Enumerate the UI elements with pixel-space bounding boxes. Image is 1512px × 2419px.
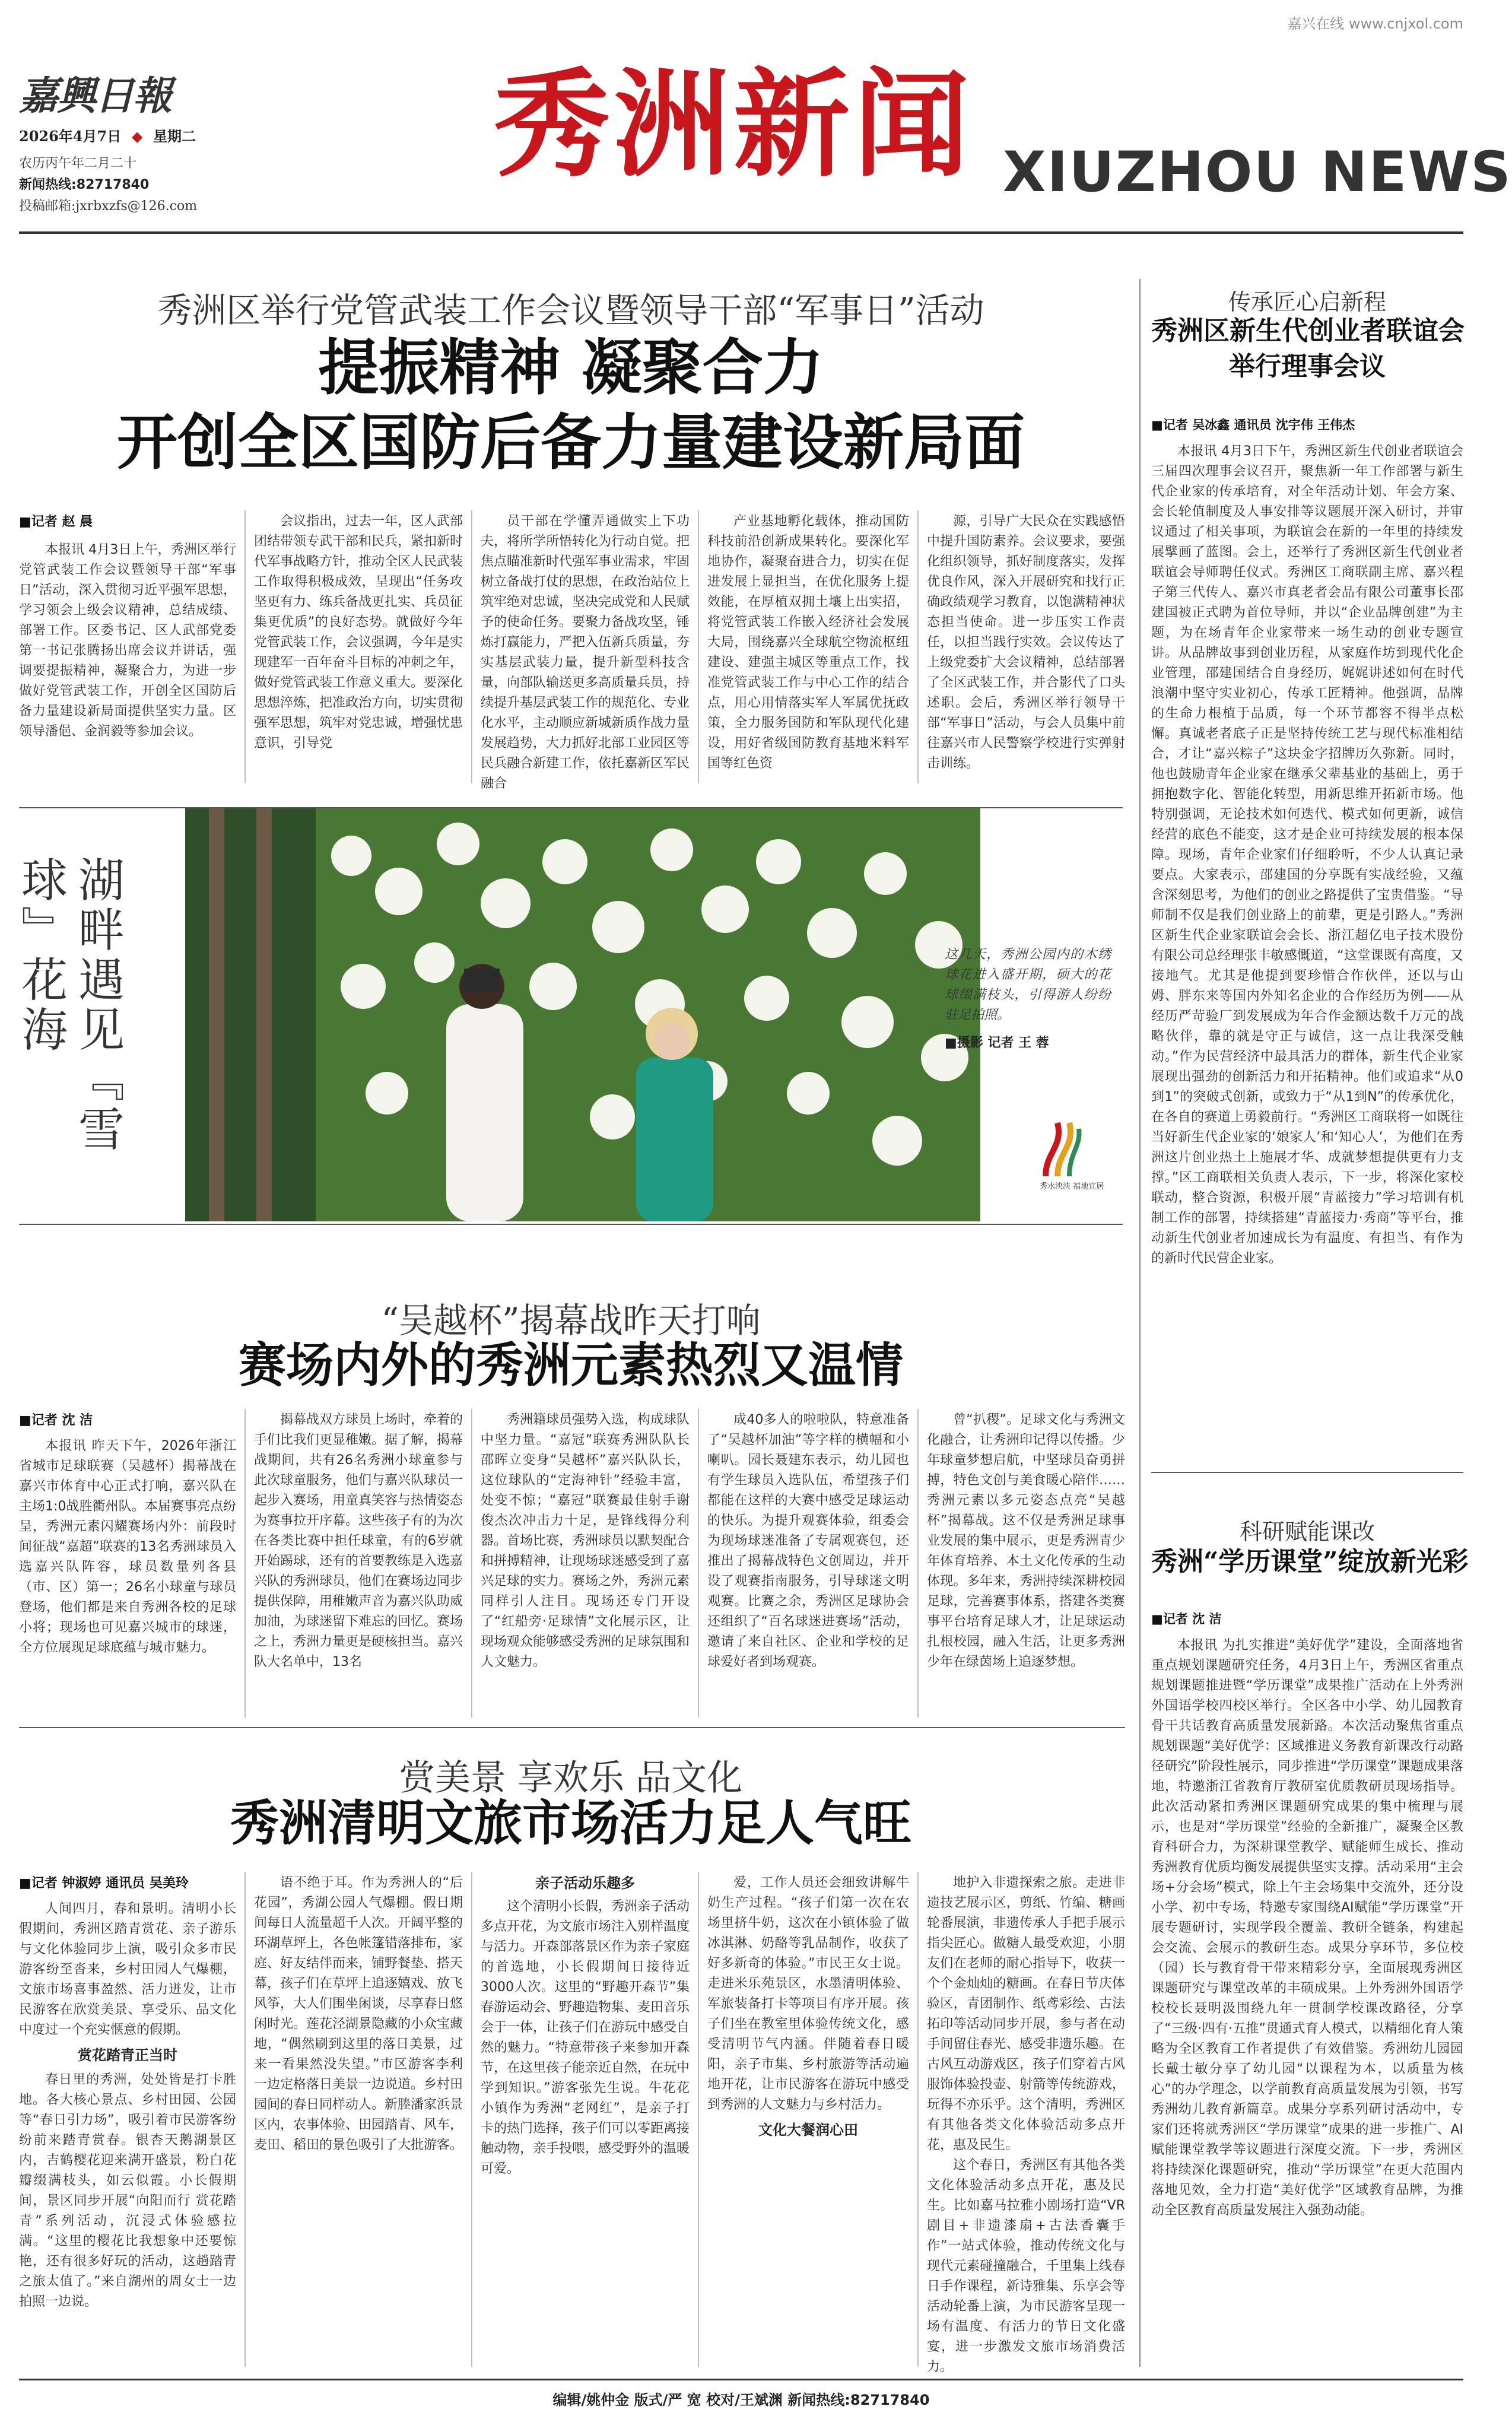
photo-credit: ■摄影 记者 王 蓉 (945, 1036, 1049, 1050)
divider (917, 1409, 919, 1718)
sidebar-divider (1139, 279, 1141, 2367)
side2-headline: 秀洲“学历课堂”绽放新光彩 (1151, 1547, 1469, 1577)
issue-weekday: 星期二 (153, 128, 196, 145)
newspaper-logo: 嘉興日報 (19, 72, 171, 119)
diamond-icon: ◆ (131, 128, 143, 145)
divider (917, 1872, 919, 2367)
footer-rule (19, 2379, 1463, 2380)
divider (698, 510, 699, 783)
submit-email[interactable]: 投稿邮箱:jxrbxzfs@126.com (19, 199, 198, 214)
section-rule (19, 1727, 1125, 1728)
story3-reporter: ■记者 钟淑婷 通讯员 吴美玲 (19, 1876, 189, 1891)
story1-reporter: ■记者 赵 晨 (19, 515, 93, 529)
story3-subhead-2: 亲子活动乐趣多 (535, 1875, 635, 1891)
side1-headline-2: 举行理事会议 (1229, 351, 1386, 382)
section-title: 秀洲新闻 (494, 56, 974, 193)
masthead-date-row (19, 125, 196, 145)
masthead-rule (19, 231, 1463, 234)
side1-body: 本报讯 4月3日下午，秀洲区新生代创业者联谊会三届四次理事会议召开，聚焦新一年工作部署与新生代企业家的传承培育，对全年活动计划、年会方案、会长轮值制度及人事安排等议题展开深入研讨，并审议通过了相关事项，为联谊会在新的一年里的持续发展擘画了蓝图。会上，还举行了秀洲区新生代创业者联谊会导师聘任仪式。秀洲区工商联副主席、嘉兴程子第三代传人、嘉兴市真老者会品有限公司董事长邵建国被正式聘为首位导师，并以“企业品牌创建”为主题，为在场青年企业家带来一场生动的创业专题宣讲。从品牌故事到创业历程，从家庭作坊到现代化企业管理，邵建国结合自身经历，娓娓讲述如何在时代浪潮中坚守实业初心，传承工匠精神。他强调，品牌的生命力根植于品质，每一个环节都容不得半点松懈。真诚老者底子正是坚持传统工艺与现代标准相结合，才让“嘉兴粽子”这块金字招牌历久弥新。同时，他也鼓励青年企业家在继承父辈基业的基础上，勇于拥抱数字化、智能化转型，用新思维开拓新市场。他特别强调，无论技术如何迭代、模式如何更新，诚信经营的底色不能变，这才是企业可持续发展的根本保障。现场，青年企业家们仔细聆听，不少人认真记录要点。大家表示，邵建国的分享既有实战经验，又蕴含深刻思考，为他们的创业之路提供了宝贵借鉴。“导师制不仅是我们创业路上的前辈，更是引路人。”秀洲区新生代企业家联谊会会长、浙江超亿电子技术股份有限公司总经理张丰敏感慨道，“这堂课既有高度，又接地气。尤其是他提到要珍惜合作伙伴，还以与山姆、胖东来等国内外知名企业的合作经历为例——从经历严苛验厂到发展成为年合作金额达数千万元的战略伙伴，靠的就是守正与诚信，这一点让我深受触动。”作为民营经济中最具活力的群体，新生代企业家展现出强劲的创新活力和开拓精神。他们或追求“从0到1”的突破式创新，或致力于“从1到N”的传承优化，在各自的赛道上勇毅前行。“秀洲区工商联将一如既往当好新生代企业家的‘娘家人’和‘知心人’，为他们在秀洲这片创业热土上施展才华、成就梦想提供更有力支撑。”区工商联相关负责人表示，下一步，将深化家校联动，整合资源，积极开展“青蓝接力”学习培训有机制工作的部署，持续搭建“青蓝接力·秀商”等平台，推动新生代创业者加速成长为有温度、有担当、有作为的新时代民营企业家。 (1151, 444, 1463, 1266)
city-logo-label: 秀水泱泱 福地宜居 (1040, 1182, 1104, 1191)
story2-column-4: 成40多人的啦啦队，特意准备了“吴越杯加油”等字样的横幅和小喇叭。园长聂建东表示，幼儿园也有学生球员入选队伍，希望孩子们都能在这样的大赛中感受足球运动的快乐。为提升观赛体验，组委会为现场球迷准备了专属观赛包，还推出了揭幕战特色文创周边，并开设了观赛指南服务，引导球迷文明观赛。比赛之余，秀洲区足球协会还组织了“百名球迷进赛场”活动，邀请了来自社区、企业和学校的足球爱好者到场观赛。 (707, 1412, 909, 1669)
story1-kicker: 秀洲区举行党管武装工作会议暨领导干部“军事日”活动 (157, 290, 984, 331)
story3-column-5: 地护入非遗探索之旅。走进非遗技艺展示区，剪纸、竹编、糖画轮番展演，非遗传承人手把手展示指尖匠心。做糖人最受欢迎，小朋友们在老师的耐心指导下，收获一个个金灿灿的糖画。在春日节庆体验区，青团制作、纸鸢彩绘、古法拓印等活动同步开展，参与者在动手间留住春光、感受非遗乐趣。在古风互动游戏区，孩子们穿着古风服饰体验投壶、射箭等传统游戏，玩得不亦乐乎。这个清明，秀洲区有其他各类文化体验活动多点开花，惠及民生。 这个春日，秀洲区有其他各类文化体验活动多点开花，惠及民生。比如嘉马拉雅小剧场打造“VR剧目+非遗漆扇+古法香囊手作”一站式体验，推动传统文化与现代元素碰撞融合，千里集上线春日手作课程，新诗雅集、乐享会等活动轮番上演，为市民游客呈现一场有温度、有活力的节日文化盛宴，进一步激发文旅市场消费活力。 (927, 1875, 1125, 2374)
story3-kicker: 赏美景 享欢乐 品文化 (399, 1757, 743, 1799)
divider (244, 510, 246, 783)
sidebar-rule (1151, 1472, 1463, 1473)
city-logo (1040, 1117, 1105, 1206)
city-logo-icon (1040, 1117, 1081, 1182)
story2-column-1: 本报讯 昨天下午，2026年浙江省城市足球联赛（吴越杯）揭幕战在嘉兴市体育中心正式打响，嘉兴队在主场1:0战胜衢州队。本届赛事亮点纷呈，秀洲元素闪耀赛场内外：前段时间征战“嘉超”联赛的13名秀洲球员入选嘉兴队阵容，球员数量列各县（市、区）第一；26名小球童与球员登场，他们都是来自秀洲各校的足球小将；现场也可见嘉兴城市的球迷，全方位展现足球底蕴与城市魅力。 (19, 1439, 236, 1655)
photo-caption (945, 945, 1111, 1051)
divider (244, 1872, 246, 2367)
side1-kicker: 传承匠心启新程 (1228, 289, 1386, 315)
divider (917, 510, 919, 783)
side1-reporter: ■记者 吴冰鑫 通讯员 沈宇伟 王伟杰 (1151, 418, 1355, 432)
story1-column-4: 产业基地孵化载体，推动国防科技前沿创新成果转化。要深化军地协作，凝聚奋进合力，切实在促进发展上显担当，在优化服务上提效能，在厚植双拥土壤上出实招，将党管武装工作嵌入经济社会发展大局，围绕嘉兴全球航空物流枢纽建设、建强主城区等重点工作，找准党管武装工作与中心工作的结合点，用心用情落实军人军属优抚政策，全力服务国防和军队现代化建设，用好省级国防教育基地米料军国等红色资 (707, 514, 909, 771)
story1-headline-1: 提振精神 凝聚合力 (318, 332, 824, 404)
story1-column-5: 源，引导广大民众在实践感悟中提升国防素养。会议要求，要强化组织领导，抓好制度落实，发挥优良作风，深入开展研究和找行正确政绩观学习教育，以饱满精神状态担当使命。进一步压实工作责任，以担当践行实效。会议传达了上级党委扩大会议精神，总结部署了全区武装工作，并合影代了口头述职。会后，秀洲区举行领导干部“军事日”活动，与会人员集中前往嘉兴市人民警察学校进行实弹射击训练。 (927, 514, 1125, 771)
story1-column-2: 会议指出，过去一年，区人武部团结带领专武干部和民兵，紧扣新时代军事战略方针，推动全区人民武装工作取得积极成效，呈现出“任务攻坚更有力、练兵备战更扎实、兵员征集更优质”的良好态势。就做好今年党管武装工作，会议强调，今年是实现建军一百年奋斗目标的冲刺之年，做好党管武装工作意义重大。要深化思想淬炼，把准政治方向，切实贯彻强军思想，筑牢对党忠诚，增强忧患意识，引导党 (254, 514, 463, 751)
divider (244, 1409, 246, 1718)
story3-column-3: 亲子活动乐趣多 这个清明小长假，秀洲亲子活动多点开花，为文旅市场注入别样温度与活力。开森部落景区作为亲子家庭的首选地，小长假期间日接待近3000人次。这里的“野趣开森节”集春游运动会、野趣造物集、麦田音乐会于一体，让孩子们在游玩中感受自然的魅力。“特意带孩子来参加开森节，在这里孩子能亲近自然，在玩中学到知识。”游客张先生说。牛花花小镇作为秀洲“老网红”，是亲子打卡的热门选择，孩子们可以零距离接触动物，亲手投喂，感受野外的温暖可爱。 (481, 1873, 690, 2362)
divider (471, 1409, 472, 1718)
story1-column-3: 员干部在学懂弄通做实上下功夫，将所学所悟转化为行动自觉。把焦点瞄准新时代强军事业需求，牢固树立备战打仗的思想，在政治站位上筑牢绝对忠诚，坚决完成党和人民赋予的使命任务。要聚力备战攻坚，锤炼打赢能力，严把入伍新兵质量，夯实基层武装力量，提升新型科技含量，向部队输送更多高质量兵员，持续提升基层武装工作的规范化、专业化水平，主动顺应新城新质作战力量发展趋势，大力抓好北部工业园区等民兵融合新建工作，依托嘉新区军民融合 (481, 514, 690, 791)
issue-date: 2026年4月7日 (19, 128, 122, 145)
story2-headline: 赛场内外的秀洲元素热烈又温情 (239, 1337, 903, 1393)
story2-reporter: ■记者 沈 洁 (19, 1413, 93, 1428)
footer-credits: 编辑/姚仲金 版式/严 宽 校对/王斌渊 新闻热线:82717840 (552, 2392, 930, 2408)
story1-column-1: 本报讯 4月3日上午，秀洲区举行党管武装工作会议暨领导干部“军事日”活动，深入贯彻习近平强军思想，学习领会上级会议精神，总结成绩、部署工作。区委书记、区人武部党委第一书记张腾扬出席会议并讲话，强调要提振精神，凝聚合力，为进一步做好党管武装工作，开创全区国防后备力量建设新局面提供坚实力量。区领导潘俋、金润毅等参加会议。 (19, 542, 236, 739)
story3-subhead-1: 赏花踏青正当时 (78, 2047, 177, 2064)
section-title-en: XIUZHOU NEWS (1003, 140, 1512, 205)
story2-column-3: 秀洲籍球员强势入选，构成球队中坚力量。“嘉冠”联赛秀洲队队长邵晖立变身“吴越杯”嘉兴队队长，这位球队的“定海神针”经验丰富，处变不惊；“嘉冠”联赛最佳射手谢俊杰次冲击力十足，是锋线得分利器。首场比赛，秀洲球员以默契配合和拼搏精神，让现场球迷感受到了嘉兴足球的实力。赛场之外，秀洲元素同样引人注目。现场还专门开设了“红船旁·足球情”文化展示区，让现场观众能够感受秀洲的足球氛围和人文魅力。 (481, 1412, 690, 1669)
divider (471, 1872, 472, 2367)
side2-kicker: 科研赋能课改 (1239, 1519, 1375, 1545)
story3-column-1: 人间四月，春和景明。清明小长假期间，秀洲区踏青赏花、亲子游乐与文化体验同步上演，吸引众多市民游客纷至沓来，乡村田园人气爆棚，文旅市场喜事盈然、活力迸发，让市民游客在欣赏美景、享受乐、品文化中度过一个充实惬意的假期。 赏花踏青正当时 春日里的秀洲，处处皆是打卡胜地。各大核心景点、乡村田园、公园等“春日引力场”，吸引着市民游客纷纷前来踏青赏春。银杏天鹅湖景区内，吉鹤樱花迎来满开盛景，粉白花瓣缀满枝头，如云似霞。小长假期间，景区同步开展“向阳而行 赏花踏青”系列活动，沉浸式体验感拉满。“这里的樱花比我想象中还要惊艳，还有很多好玩的活动，这趟踏青之旅太值了。”来自湖州的周女士一边拍照一边说。 (19, 1901, 236, 2309)
photo-feature (14, 807, 1123, 1225)
photo-caption-text: 这几天，秀洲公园内的木绣球花进入盛开期，硕大的花球缀满枝头，引得游人纷纷驻足拍照。 (945, 947, 1111, 1023)
side2-body: 本报讯 为扎实推进“美好优学”建设，全面落地省重点规划课题研究任务，4月3日上午，秀洲区省重点规划课题推进暨“学历课堂”成果推广活动在上外秀洲外国语学校四校区举行。全区各中小学、幼儿园教育骨干共话教育高质量发展新路。本次活动聚焦省重点规划课题“美好优学：区域推进义务教育新课改行动路径研究”阶段性展示，同步推进“学历课堂”课题成果落地，特邀浙江省教育厅教研室优质教研员现场指导。此次活动紧扣秀洲区课题研究成果的集中梳理与展示，也是对“学历课堂”经验的全新推广，凝聚全区教育科研合力，为深耕课堂教学、赋能师生成长、推动秀洲教育优质均衡发展提供坚实支撑。活动采用“主会场+分会场”模式，除上午主会场集中交流外，还分设小学、初中专场，特邀专家围绕AI赋能“学历课堂”开展专题研讨，实现学段全覆盖、教研全链条，构建起会交流、会展示的教研生态。成果分享环节，多位校（园）长与教育骨干带来精彩分享，全面展现秀洲区课题研究与课堂改革的丰硕成果。上外秀洲外国语学校校长聂明汲围绕九年一贯制学校课改路径，分享了“三级·四有·五推”贯通式育人模式，以精细化育人策略为全区教育工作者提供了有效借鉴。秀洲幼儿园园长戴士敏分享了幼儿园“以课程为本，以质量为核心”的办学理念，以学前教育高质量发展为引领，书写秀洲幼儿教育新篇章。成果分享系列研讨活动中，专家们还将就秀洲区“学历课堂”成果的进一步推广、AI赋能课堂教学等议题进行深度交流。下一步，秀洲区将持续深化课题研究，推动“学历课堂”在更大范围内落地见效，全力打造“美好优学”区域教育品牌，为推动全区教育高质量发展注入强劲动能。 (1151, 1638, 1463, 2218)
story1-headline-2: 开创全区国防后备力量建设新局面 (117, 407, 1025, 478)
story3-column-2: 语不绝于耳。作为秀洲人的“后花园”，秀湖公园人气爆棚。假日期间每日人流量超千人次。开阔平整的环湖草坪上，各色帐篷错落排布，家庭、好友结伴而来，铺野餐垫、搭天幕，孩子们在草坪上追逐嬉戏、放飞风筝，大人们围坐闲谈，尽享春日悠闲时光。莲花泾湖景隐藏的小众宝藏地，“偶然刷到这里的落日美景，过来一看果然没失望。”市区游客李利一边定格落日美景一边说道。乡村田园间的春日同样动人。新塍潘家浜景区内，农事体验、田园踏青、风车，麦田、稻田的景色吸引了大批游客。 (254, 1875, 463, 2153)
story2-column-5: 曾“扒稷”。足球文化与秀洲文化融合，让秀洲印记得以传播。少年球童梦想启航，中坚球员奋勇拼搏，特色文创与美食暖心陪伴……秀洲元素以多元姿态点亮“吴越杯”揭幕战。这不仅是秀洲足球事业发展的集中展示，更是秀洲青少年体育培养、本土文化传承的生动体现。多年来，秀洲持续深耕校园足球，完善赛事体系，搭建各类赛事平台培育足球人才，让足球运动扎根校园，融入生活，让更多秀洲少年在绿茵场上追逐梦想。 (927, 1412, 1125, 1669)
divider (698, 1872, 699, 2367)
story3-subhead-3: 文化大餐润心田 (758, 2122, 858, 2138)
story2-kicker: “吴越杯”揭幕战昨天打响 (381, 1300, 761, 1341)
story2-column-2: 揭幕战双方球员上场时，牵着的手们比我们更显稚嫩。据了解，揭幕战期间，共有26名秀洲小球童参与此次球童服务，他们与嘉兴队球员一起步入赛场，用童真笑容与热情姿态为赛事拉开序幕。这些孩子有的为次在各类比赛中担任球童，有的6岁就开始踢球，还有的首要教练是入选嘉兴队的秀洲球员，他们在赛场边同步提供保障，用稚嫩声音为嘉兴队助威加油，为球迷留下难忘的回忆。赛场之上，秀洲力量更是硬核担当。嘉兴队大名单中，13名 (254, 1412, 463, 1669)
story3-column-4: 爱，工作人员还会细致讲解牛奶生产过程。“孩子们第一次在农场里挤牛奶，这次在小镇体验了做冰淇淋、奶酪等乳品制作，收获了好多新奇的体验。”市民王女士说。走进米乐苑景区，水墨清明体验、军旅装备打卡等项目有序开展。孩子们坐在教室里体验传统文化，感受清明节气内涵。伴随着春日暖阳，亲子市集、乡村旅游等活动遍地开花，让市民游客在游玩中感受到秀洲的人文魅力与乡村活力。 文化大餐润心田 (707, 1873, 909, 2362)
news-hotline: 新闻热线:82717840 (19, 177, 150, 192)
side1-headline-1: 秀洲区新生代创业者联谊会 (1151, 316, 1465, 346)
site-url[interactable]: 嘉兴在线 www.cnjxol.com (1287, 15, 1463, 32)
photo-vertical-title: 湖畔遇见『雪球』花海 (14, 856, 124, 1155)
lunar-date: 农历丙午年二月二十 (19, 156, 137, 171)
story3-headline: 秀洲清明文旅市场活力足人气旺 (230, 1795, 911, 1852)
divider (698, 1409, 699, 1718)
side2-reporter: ■记者 沈 洁 (1151, 1612, 1222, 1626)
photo-image (185, 808, 980, 1221)
divider (471, 510, 472, 783)
